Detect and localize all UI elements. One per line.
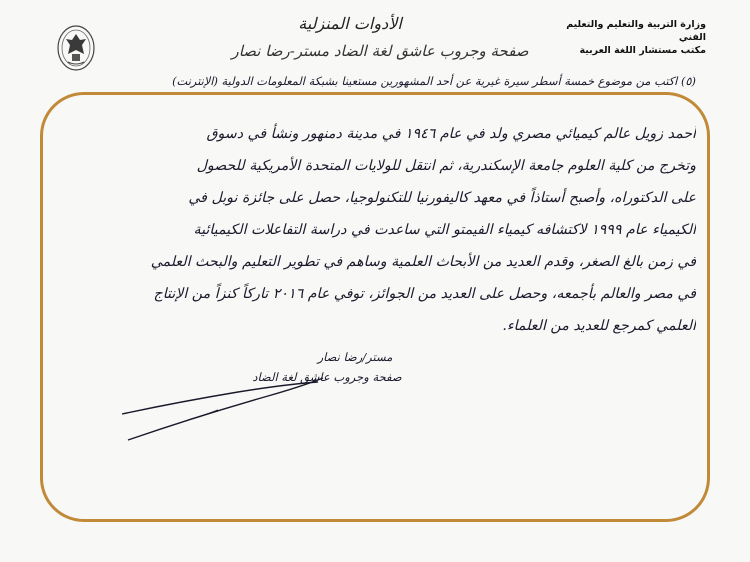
essay-line: على الدكتوراه، وأصبح أستاذاً في معهد كاليفورنيا للتكنولوجيا، حصل على جائزة نوبل في bbox=[188, 190, 696, 206]
signature-title: صفحة وجروب عاشق لغة الضاد bbox=[252, 370, 402, 384]
page-title: الأدوات المنزلية bbox=[298, 14, 402, 33]
office-name: مكتب مستشار اللغة العربية bbox=[579, 45, 706, 56]
ministry-header bbox=[536, 18, 706, 57]
essay-line: في زمن بالغ الصغر، وقدم العديد من الأبحاث العلمية وساهم في تطوير التعليم والبحث العلمي bbox=[150, 254, 696, 270]
essay-line: في مصر والعالم بأجمعه، وحصل على العديد من الجوائز، توفي عام ٢٠١٦ تاركاً كنزاً من الإنتاج bbox=[153, 286, 696, 302]
essay-line: أحمد زويل عالم كيميائي مصري ولد في عام ١٩٤٦ في مدينة دمنهور ونشأ في دسوق bbox=[206, 126, 696, 142]
essay-line: الكيمياء عام ١٩٩٩ لاكتشافه كيمياء الفيمتو التي ساعدت في دراسة التفاعلات الكيميائية bbox=[193, 222, 696, 238]
essay-body bbox=[70, 118, 696, 342]
signature-name: مستر/رضا نصار bbox=[317, 350, 393, 364]
essay-line: العلمي كمرجع للعديد من العلماء. bbox=[502, 318, 696, 334]
ministry-name: وزارة التربية والتعليم والتعليم الفني bbox=[566, 19, 706, 43]
question-prompt: (٥) اكتب من موضوع خمسة أسطر سيرة غيرية عن أحد المشهورين مستعينا بشبكة المعلومات الدولية (الإنترنت) bbox=[172, 74, 696, 88]
page-subtitle: صفحة وجروب عاشق لغة الضاد مستر-رضا نصار bbox=[231, 42, 529, 60]
essay-line: وتخرج من كلية العلوم جامعة الإسكندرية، ثم انتقل للولايات المتحدة الأمريكية للحصول bbox=[196, 158, 696, 174]
eagle-emblem-icon bbox=[56, 24, 96, 72]
